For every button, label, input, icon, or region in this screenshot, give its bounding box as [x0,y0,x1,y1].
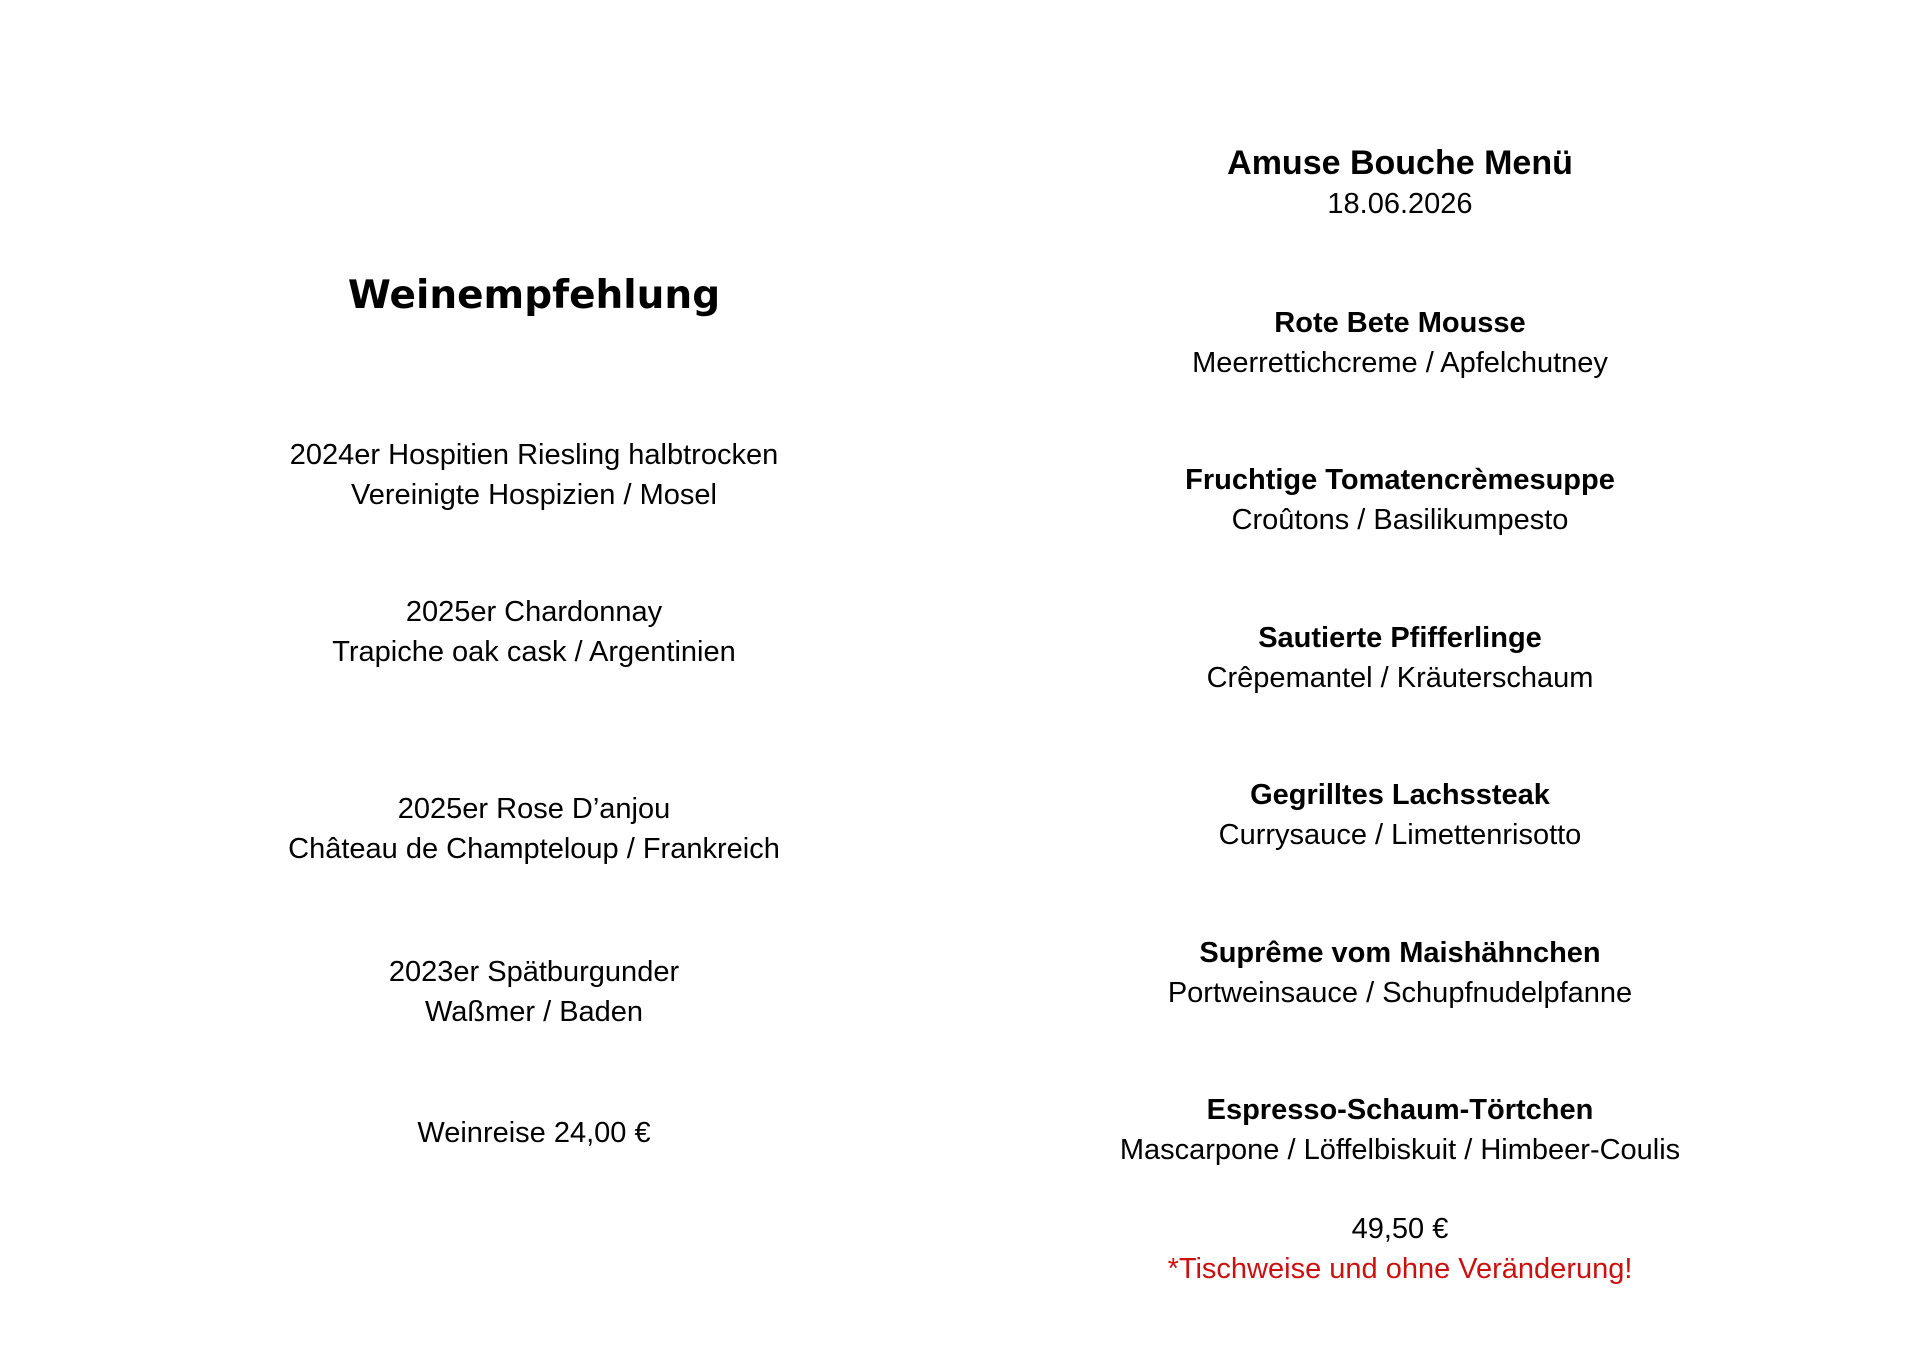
menu-date: 18.06.2026 [1327,188,1473,220]
course-3-name: Sautierte Pfifferlinge [1258,622,1542,654]
course-5-detail: Portweinsauce / Schupfnudelpfanne [1167,977,1633,1009]
wine-title: Weinempfehlung [347,273,721,318]
course-5-name: Suprême vom Maishähnchen [1199,937,1601,969]
menu-price: 49,50 € [1351,1213,1449,1245]
course-3-detail: Crêpemantel / Kräuterschaum [1206,662,1594,694]
course-4-name: Gegrilltes Lachssteak [1250,779,1550,811]
course-4-detail: Currysauce / Limettenrisotto [1218,819,1582,851]
wine-price: Weinreise 24,00 € [417,1117,651,1149]
wine-item-1-name: 2024er Hospitien Riesling halbtrocken [289,439,779,471]
wine-item-4-name: 2023er Spätburgunder [388,956,680,988]
wine-item-3-name: 2025er Rose D’anjou [397,793,671,825]
course-6-detail: Mascarpone / Löffelbiskuit / Himbeer-Coulis [1119,1134,1681,1166]
menu-title: Amuse Bouche Menü [1227,144,1573,182]
course-1-detail: Meerrettichcreme / Apfelchutney [1192,347,1608,379]
course-6-name: Espresso-Schaum-Törtchen [1206,1094,1594,1126]
wine-item-4-detail: Waßmer / Baden [424,996,644,1028]
wine-item-3-detail: Château de Champteloup / Frankreich [288,833,780,865]
course-2-detail: Croûtons / Basilikumpesto [1231,504,1569,536]
menu-note: *Tischweise und ohne Veränderung! [1167,1253,1633,1285]
wine-item-1-detail: Vereinigte Hospizien / Mosel [351,479,717,511]
wine-item-2-detail: Trapiche oak cask / Argentinien [332,636,736,668]
course-1-name: Rote Bete Mousse [1274,307,1526,339]
wine-item-2-name: 2025er Chardonnay [405,596,663,628]
course-2-name: Fruchtige Tomatencrèmesuppe [1185,464,1615,496]
